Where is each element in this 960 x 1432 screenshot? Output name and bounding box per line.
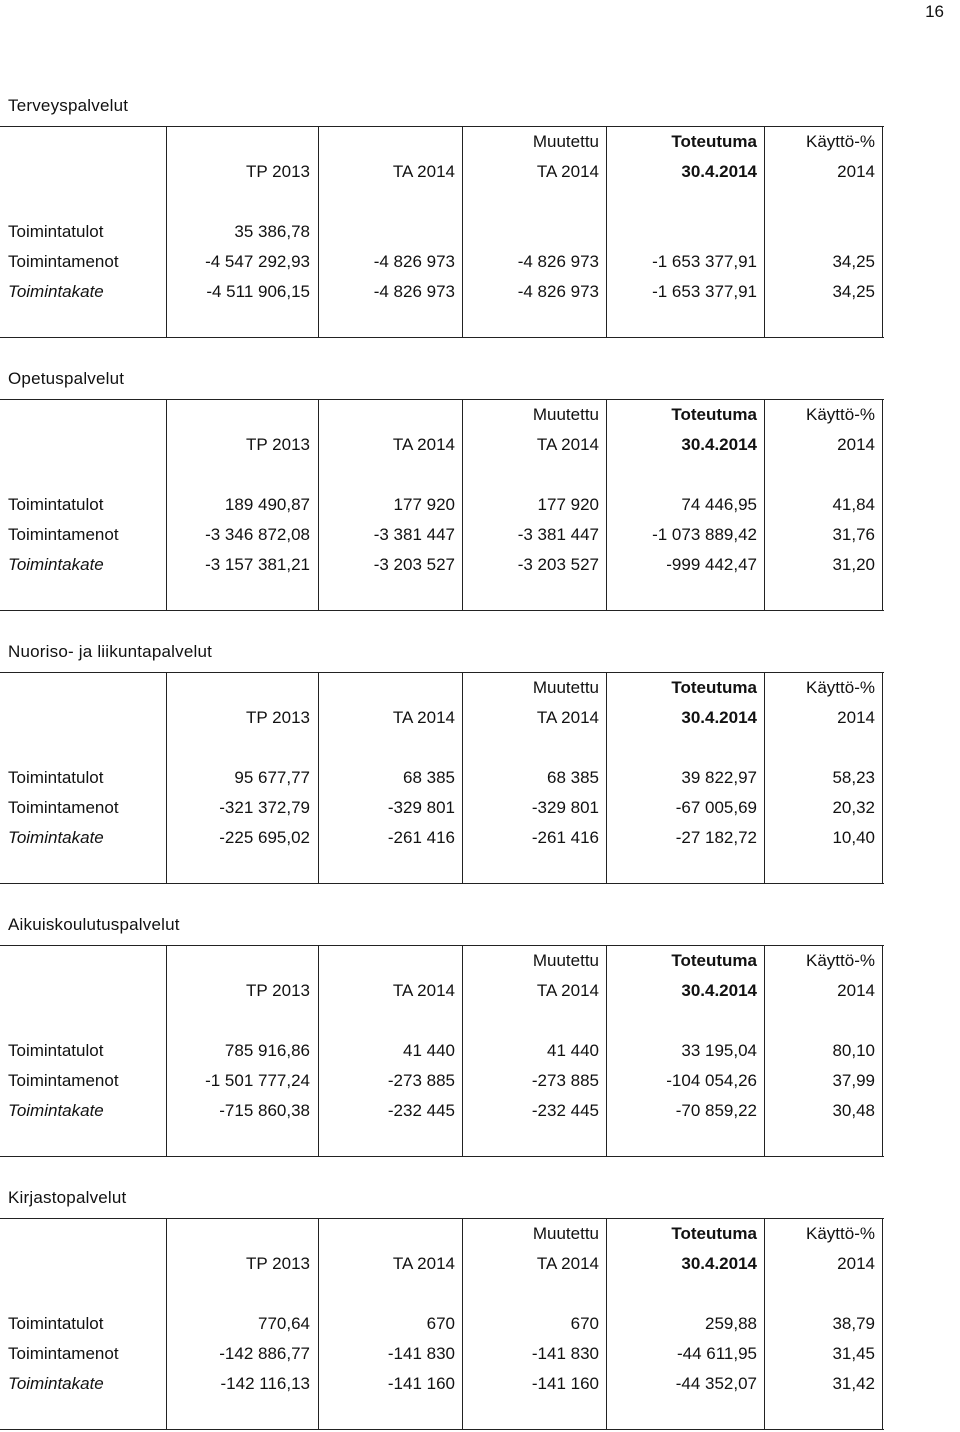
table-border: [462, 672, 463, 884]
toimintatulot-label: Toimintatulot: [8, 768, 104, 787]
toimintakate-row-value: -232 445: [387, 1101, 455, 1120]
table-border: [882, 1218, 883, 1430]
table-border: [0, 1156, 884, 1157]
toimintakate-row-value: 31,20: [832, 555, 875, 574]
header-line1-cell: Muutettu: [532, 132, 599, 151]
toimintakate-row-value: -3 157 381,21: [205, 555, 310, 574]
table-border: [0, 610, 884, 611]
header-line2-cell: TA 2014: [392, 435, 455, 454]
toimintamenot-row-value: -4 826 973: [517, 252, 599, 271]
header-line1-cell: [170, 131, 310, 153]
toimintamenot-row-value: -273 885: [531, 1071, 599, 1090]
toimintatulot-row-value: 80,10: [832, 1041, 875, 1060]
header-line2-cell: TA 2014: [392, 162, 455, 181]
table-border: [606, 945, 607, 1157]
header-line1-cell: Muutettu: [532, 405, 599, 424]
toimintakate-label: Toimintakate: [8, 555, 104, 574]
toimintakate-row-value: -141 160: [387, 1374, 455, 1393]
table-border: [0, 399, 884, 400]
toimintakate-row-value: -261 416: [531, 828, 599, 847]
toimintatulot-row-value: 68 385: [403, 768, 455, 787]
toimintakate-row-value: -225 695,02: [219, 828, 310, 847]
header-line2-cell: 2014: [837, 435, 875, 454]
toimintamenot-label: Toimintamenot: [8, 798, 119, 817]
table-border: [764, 126, 765, 338]
toimintakate-row-value: -4 826 973: [373, 282, 455, 301]
toimintamenot-label: Toimintamenot: [8, 252, 119, 271]
table-border: [0, 1429, 884, 1430]
toimintatulot-row-value: 74 446,95: [681, 495, 757, 514]
toimintamenot-row-value: -142 886,77: [219, 1344, 310, 1363]
header-line2-cell: 30.4.2014: [681, 435, 757, 454]
toimintakate-label: Toimintakate: [8, 282, 104, 301]
toimintatulot-row-value: 68 385: [547, 768, 599, 787]
header-line2-cell: TA 2014: [392, 1254, 455, 1273]
header-line2-cell: TP 2013: [246, 981, 310, 1000]
header-line1-cell: [170, 677, 310, 699]
table-border: [606, 1218, 607, 1430]
toimintakate-row-value: -261 416: [387, 828, 455, 847]
table-border: [462, 1218, 463, 1430]
toimintatulot-row-value: 41,84: [832, 495, 875, 514]
toimintatulot-row-value: 670: [426, 1314, 455, 1333]
header-line2-cell: TA 2014: [536, 708, 599, 727]
table-border: [166, 945, 167, 1157]
header-line1-cell: [170, 950, 310, 972]
toimintatulot-row-value: 670: [570, 1314, 599, 1333]
toimintatulot-row-value: 785 916,86: [224, 1041, 310, 1060]
toimintamenot-row-value: -1 073 889,42: [652, 525, 757, 544]
header-line2-cell: 30.4.2014: [681, 162, 757, 181]
header-line1-cell: Muutettu: [532, 951, 599, 970]
toimintatulot-row-value: 41 440: [403, 1041, 455, 1060]
toimintatulot-row-value: [466, 221, 599, 243]
table-border: [318, 672, 319, 884]
header-line1-cell: Muutettu: [532, 1224, 599, 1243]
toimintamenot-row-value: 20,32: [832, 798, 875, 817]
header-line1-cell: Toteutuma: [671, 678, 757, 697]
toimintamenot-row-value: 31,45: [832, 1344, 875, 1363]
section-title: Kirjastopalvelut: [8, 1188, 127, 1207]
toimintatulot-row-value: 259,88: [705, 1314, 757, 1333]
toimintatulot-row-value: 39 822,97: [681, 768, 757, 787]
toimintakate-row-value: -999 442,47: [666, 555, 757, 574]
table-border: [0, 1218, 884, 1219]
toimintatulot-row-value: [610, 221, 757, 243]
header-line2-cell: TA 2014: [536, 162, 599, 181]
toimintatulot-row-value: [768, 221, 875, 243]
header-line2-cell: 2014: [837, 708, 875, 727]
table-border: [462, 399, 463, 611]
toimintakate-row-value: -1 653 377,91: [652, 282, 757, 301]
toimintatulot-label: Toimintatulot: [8, 1041, 104, 1060]
table-border: [606, 672, 607, 884]
header-line1-cell: [322, 1223, 455, 1245]
header-line1-cell: Toteutuma: [671, 405, 757, 424]
toimintamenot-row-value: -4 547 292,93: [205, 252, 310, 271]
toimintatulot-row-value: 770,64: [258, 1314, 310, 1333]
toimintamenot-row-value: -1 653 377,91: [652, 252, 757, 271]
toimintamenot-row-value: 37,99: [832, 1071, 875, 1090]
header-line1-cell: Toteutuma: [671, 132, 757, 151]
header-line1-cell: Käyttö-%: [806, 132, 875, 151]
toimintatulot-row-value: 177 920: [393, 495, 455, 514]
toimintakate-label: Toimintakate: [8, 1101, 104, 1120]
header-line2-cell: TA 2014: [536, 1254, 599, 1273]
header-line2-cell: 30.4.2014: [681, 708, 757, 727]
toimintamenot-label: Toimintamenot: [8, 1344, 119, 1363]
table-border: [764, 672, 765, 884]
table-border: [462, 945, 463, 1157]
table-border: [318, 1218, 319, 1430]
header-line1-cell: [322, 677, 455, 699]
toimintatulot-row-value: 33 195,04: [681, 1041, 757, 1060]
table-grid: [0, 126, 884, 338]
toimintakate-row-value: -142 116,13: [220, 1374, 310, 1393]
table-border: [882, 672, 883, 884]
header-line2-cell: TA 2014: [392, 708, 455, 727]
table-grid: [0, 672, 884, 884]
header-line1-cell: Toteutuma: [671, 1224, 757, 1243]
toimintamenot-row-value: -3 381 447: [517, 525, 599, 544]
toimintatulot-row-value: 95 677,77: [234, 768, 310, 787]
table-grid: [0, 1218, 884, 1430]
toimintamenot-row-value: -329 801: [531, 798, 599, 817]
header-line2-cell: 30.4.2014: [681, 1254, 757, 1273]
table-border: [0, 672, 884, 673]
header-line1-cell: [322, 950, 455, 972]
table-grid: [0, 399, 884, 611]
table-border: [0, 337, 884, 338]
toimintamenot-row-value: -321 372,79: [219, 798, 310, 817]
header-line1-cell: [170, 1223, 310, 1245]
header-line1-cell: [322, 404, 455, 426]
toimintatulot-row-value: [322, 221, 455, 243]
table-border: [166, 672, 167, 884]
toimintamenot-row-value: -1 501 777,24: [205, 1071, 310, 1090]
section-title: Terveyspalvelut: [8, 96, 129, 115]
header-line1-cell: [170, 404, 310, 426]
table-border: [166, 399, 167, 611]
section-title: Aikuiskoulutuspalvelut: [8, 915, 180, 934]
header-line1-cell: [322, 131, 455, 153]
toimintakate-row-value: -70 859,22: [675, 1101, 757, 1120]
table-border: [764, 945, 765, 1157]
table-border: [166, 126, 167, 338]
toimintatulot-row-value: 58,23: [832, 768, 875, 787]
table-border: [606, 399, 607, 611]
toimintakate-row-value: -3 203 527: [517, 555, 599, 574]
table-border: [0, 126, 884, 127]
toimintamenot-row-value: -67 005,69: [675, 798, 757, 817]
toimintakate-row-value: -141 160: [531, 1374, 599, 1393]
toimintamenot-row-value: -141 830: [387, 1344, 455, 1363]
header-line2-cell: 2014: [837, 162, 875, 181]
toimintatulot-row-value: 41 440: [547, 1041, 599, 1060]
table-border: [166, 1218, 167, 1430]
table-border: [882, 126, 883, 338]
toimintatulot-row-value: 35 386,78: [234, 222, 310, 241]
section-title: Opetuspalvelut: [8, 369, 125, 388]
table-border: [0, 945, 884, 946]
table-border: [882, 945, 883, 1157]
toimintakate-label: Toimintakate: [8, 828, 104, 847]
header-line1-cell: Käyttö-%: [806, 405, 875, 424]
page-number: 16: [925, 2, 944, 21]
table-grid: [0, 945, 884, 1157]
toimintakate-row-value: 34,25: [832, 282, 875, 301]
toimintatulot-row-value: 189 490,87: [224, 495, 310, 514]
header-line2-cell: TA 2014: [536, 981, 599, 1000]
toimintakate-row-value: -27 182,72: [675, 828, 757, 847]
header-line2-cell: TP 2013: [246, 708, 310, 727]
toimintamenot-row-value: -273 885: [387, 1071, 455, 1090]
toimintatulot-label: Toimintatulot: [8, 495, 104, 514]
header-line1-cell: Käyttö-%: [806, 951, 875, 970]
header-line2-cell: 2014: [837, 1254, 875, 1273]
table-border: [0, 883, 884, 884]
toimintamenot-row-value: -3 346 872,08: [205, 525, 310, 544]
toimintakate-row-value: 30,48: [832, 1101, 875, 1120]
header-line2-cell: TP 2013: [246, 1254, 310, 1273]
toimintakate-row-value: -4 826 973: [517, 282, 599, 301]
header-line1-cell: Toteutuma: [671, 951, 757, 970]
toimintamenot-row-value: -3 381 447: [373, 525, 455, 544]
toimintamenot-label: Toimintamenot: [8, 525, 119, 544]
table-border: [318, 399, 319, 611]
table-border: [462, 126, 463, 338]
toimintamenot-row-value: -4 826 973: [373, 252, 455, 271]
table-border: [764, 1218, 765, 1430]
table-border: [764, 399, 765, 611]
section-title: Nuoriso- ja liikuntapalvelut: [8, 642, 213, 661]
toimintamenot-row-value: -141 830: [531, 1344, 599, 1363]
header-line1-cell: Käyttö-%: [806, 678, 875, 697]
table-border: [318, 126, 319, 338]
toimintamenot-row-value: -329 801: [387, 798, 455, 817]
toimintamenot-row-value: 31,76: [832, 525, 875, 544]
header-line1-cell: Muutettu: [532, 678, 599, 697]
toimintatulot-row-value: 177 920: [537, 495, 599, 514]
toimintakate-row-value: 31,42: [832, 1374, 875, 1393]
toimintakate-label: Toimintakate: [8, 1374, 104, 1393]
toimintamenot-row-value: -44 611,95: [676, 1344, 757, 1363]
toimintakate-row-value: -715 860,38: [219, 1101, 310, 1120]
toimintakate-row-value: -232 445: [531, 1101, 599, 1120]
header-line2-cell: TP 2013: [246, 435, 310, 454]
header-line2-cell: 2014: [837, 981, 875, 1000]
table-border: [606, 126, 607, 338]
header-line2-cell: 30.4.2014: [681, 981, 757, 1000]
toimintamenot-label: Toimintamenot: [8, 1071, 119, 1090]
table-border: [318, 945, 319, 1157]
header-line2-cell: TA 2014: [392, 981, 455, 1000]
toimintakate-row-value: -44 352,07: [675, 1374, 757, 1393]
header-line2-cell: TP 2013: [246, 162, 310, 181]
header-line2-cell: TA 2014: [536, 435, 599, 454]
toimintamenot-row-value: -104 054,26: [666, 1071, 757, 1090]
toimintakate-row-value: 10,40: [832, 828, 875, 847]
toimintakate-row-value: -4 511 906,15: [206, 282, 310, 301]
header-line1-cell: Käyttö-%: [806, 1224, 875, 1243]
toimintatulot-label: Toimintatulot: [8, 222, 104, 241]
table-border: [882, 399, 883, 611]
toimintatulot-row-value: 38,79: [832, 1314, 875, 1333]
toimintatulot-label: Toimintatulot: [8, 1314, 104, 1333]
toimintakate-row-value: -3 203 527: [373, 555, 455, 574]
toimintamenot-row-value: 34,25: [832, 252, 875, 271]
